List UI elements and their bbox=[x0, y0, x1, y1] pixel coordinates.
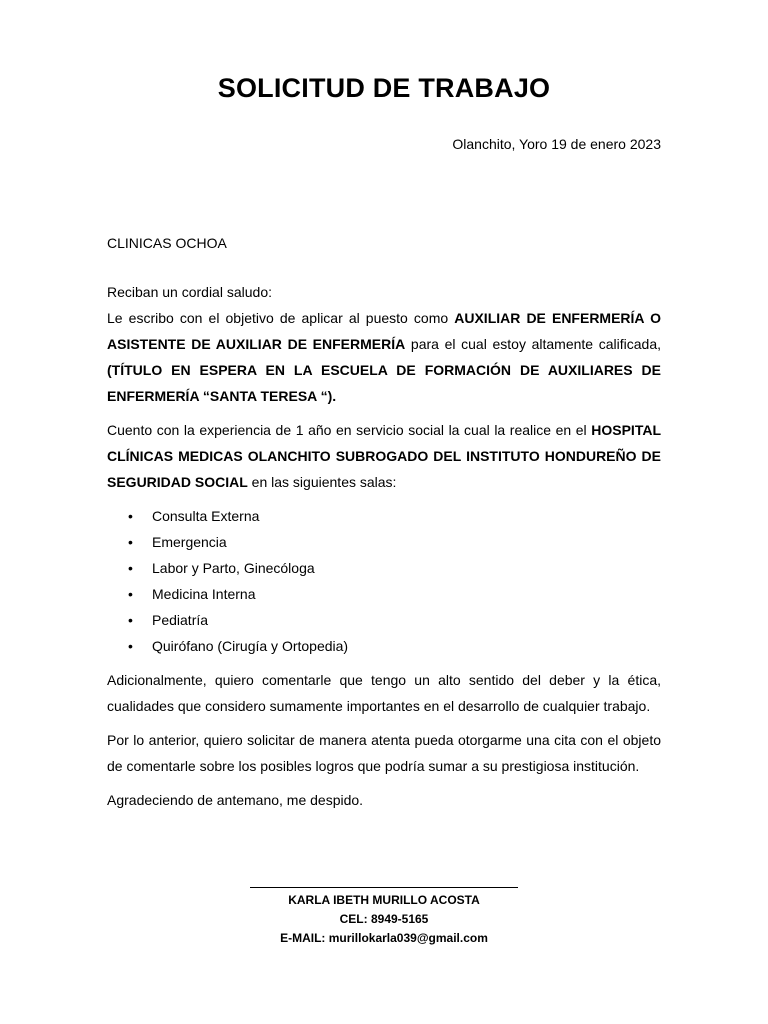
letter-title: SOLICITUD DE TRABAJO bbox=[217, 73, 551, 103]
signature-name: KARLA IBETH MURILLO ACOSTA bbox=[288, 893, 480, 907]
list-item: • Quirófano (Cirugía y Ortopedia) bbox=[107, 633, 661, 659]
signature-block bbox=[0, 887, 768, 948]
signature-line bbox=[250, 887, 518, 888]
paragraph-experience bbox=[107, 417, 661, 495]
paragraph-application bbox=[107, 305, 661, 409]
list-item: • Pediatría bbox=[107, 607, 661, 633]
paragraph-ethics: Adicionalmente, quiero comentarle que tengo un alto sentido del deber y la ética, cualidades que considero sumamente importantes en el desarrollo de cualquier trabajo. bbox=[107, 672, 661, 714]
paragraph-request: Por lo anterior, quiero solicitar de manera atenta pueda otorgarme una cita con el objeto de comentarle sobre los posibles logros que podría sumar a su prestigiosa institución. bbox=[107, 732, 661, 774]
paragraph-text: Le escribo con el objetivo de aplicar al puesto como bbox=[107, 310, 455, 326]
closing: Agradeciendo de antemano, me despido. bbox=[107, 792, 364, 808]
signature-email: E-MAIL: murillokarla039@gmail.com bbox=[280, 931, 488, 945]
greeting: Reciban un cordial saludo: bbox=[107, 284, 272, 300]
list-item: • Emergencia bbox=[107, 529, 661, 555]
rooms-list bbox=[107, 503, 661, 659]
list-item: • Medicina Interna bbox=[107, 581, 661, 607]
paragraph-text: en las siguientes salas: bbox=[247, 474, 397, 490]
recipient: CLINICAS OCHOA bbox=[107, 235, 227, 251]
paragraph-text: Cuento con la experiencia de 1 año en servicio social la cual la realice en el bbox=[107, 422, 592, 438]
signature-phone: CEL: 8949-5165 bbox=[339, 912, 429, 926]
hospital-name: HOSPITAL CLÍNICAS MEDICAS OLANCHITO SUBROGADO DEL INSTITUTO HONDUREÑO DE SEGURIDAD SOCIAL bbox=[107, 422, 661, 490]
title-note: (TÍTULO EN ESPERA EN LA ESCUELA DE FORMACIÓN DE AUXILIARES DE ENFERMERÍA “SANTA TERESA “). bbox=[107, 362, 661, 404]
position-name: AUXILIAR DE ENFERMERÍA O ASISTENTE DE AUXILIAR DE ENFERMERÍA bbox=[107, 310, 661, 352]
paragraph-text: para el cual estoy altamente calificada, bbox=[405, 336, 661, 352]
list-item: • Consulta Externa bbox=[107, 503, 661, 529]
letter-date: Olanchito, Yoro 19 de enero 2023 bbox=[452, 136, 661, 152]
letter-body bbox=[107, 279, 661, 813]
list-item: • Labor y Parto, Ginecóloga bbox=[107, 555, 661, 581]
